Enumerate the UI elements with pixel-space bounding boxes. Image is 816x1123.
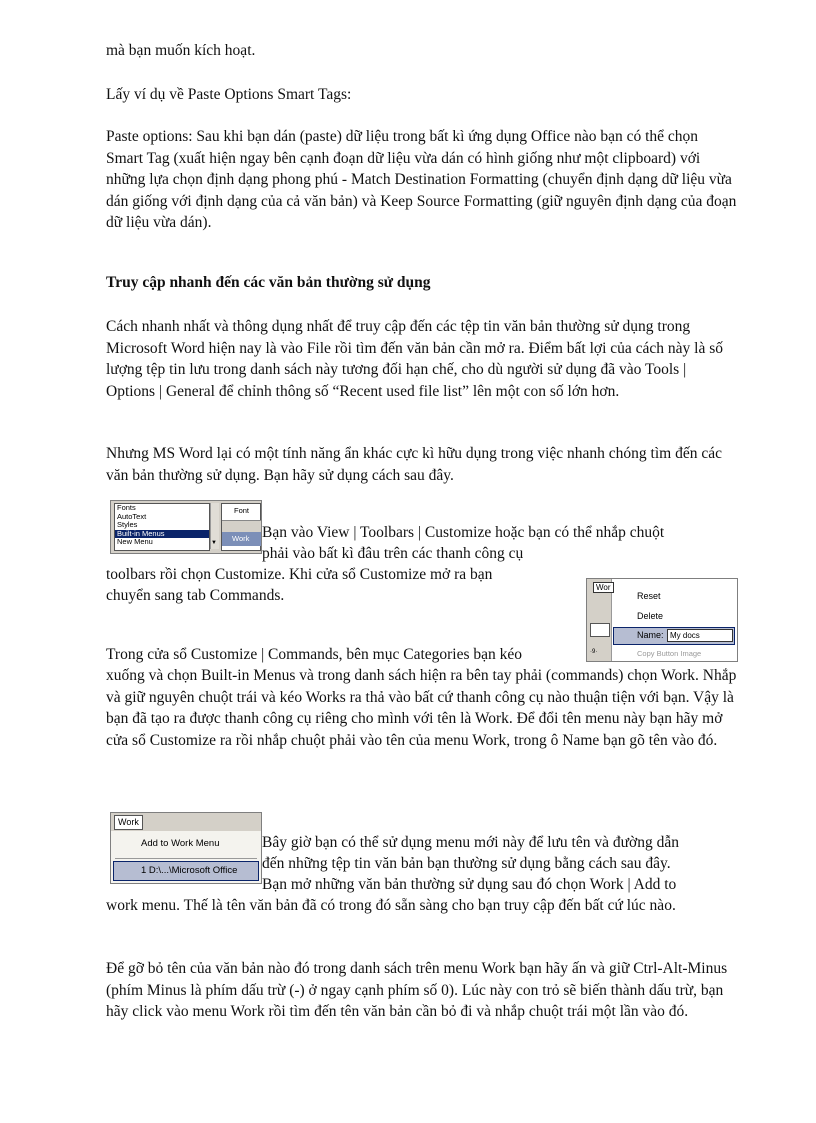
para8-body: work menu. Thế là tên văn bản đã có trong đó sẵn sàng cho bạn truy cập đến bất cứ lúc nào. — [106, 897, 676, 914]
list-item: Fonts — [117, 503, 136, 512]
list-item-selected: Built-in Menus — [115, 530, 209, 539]
work-tab: Wor — [593, 582, 614, 593]
para7-line1: Trong cửa sổ Customize | Commands, bên mục Categories bạn kéo — [106, 646, 523, 663]
para6-line1: Bạn vào View | Toolbars | Customize hoặc bạn có thể nhắp chuột — [262, 524, 665, 541]
scroll-down-icon: ▼ — [211, 540, 217, 546]
toolbar-label: ·9· — [590, 649, 598, 655]
paragraph-paste-options: Paste options: Sau khi bạn dán (paste) dữ liệu trong bất kì ứng dụng Office nào bạn có thể chọn Smart Tag (xuất hiện ngay bên cạnh đoạn dữ liệu vừa dán có hình giống như một clipboard) với những lựa chọn định dạng phong phú - Match Destination Formatting (chuyển định dạng dữ liệu vừa dán giống với định dạng của cả văn bản) và Keep Source Formatting (giữ nguyên định dạng của đoạn dữ liệu vừa dán). — [106, 128, 737, 231]
command-item: Font — [234, 506, 250, 515]
paragraph-1: mà bạn muốn kích hoạt. — [106, 42, 256, 59]
menu-separator — [115, 858, 257, 859]
add-to-work-menu-item: Add to Work Menu — [141, 838, 220, 849]
para7-body: xuống và chọn Built-in Menus và trong danh sách hiện ra bên tay phải (commands) chọn Work. Nhắp và giữ nguyên chuột trái và kéo Works ra thả vào bất cứ thanh công cụ nào thuận tiện với bạn. Vậy là bạn đã tạo ra được thanh công cụ riêng cho mình với tên là Work. Để đổi tên menu này bạn hãy mở cửa sổ Customize ra rồi nhắp chuột phải vào tên của menu Work, trong ô Name bạn gõ tên vào đó. — [106, 667, 737, 749]
command-item-selected: Work — [222, 532, 262, 546]
list-item: AutoText — [117, 511, 147, 521]
name-input: My docs — [667, 629, 733, 642]
toolbar-icon — [590, 623, 610, 637]
paragraph-hidden-feature: Nhưng MS Word lại có một tính năng ẩn khác cực kì hữu dụng trong việc nhanh chóng tìm đến các văn bản thường sử dụng. Bạn hãy sử dụng cách sau đây. — [106, 445, 722, 484]
paragraph-2: Lấy ví dụ về Paste Options Smart Tags: — [106, 86, 352, 103]
categories-listbox — [114, 503, 210, 551]
recent-file-item: 1 D:\...\Microsoft Office — [141, 865, 238, 876]
section-heading: Truy cập nhanh đến các văn bản thường sử dụng — [106, 274, 431, 291]
commands-listbox — [221, 503, 261, 551]
delete-menu-item: Delete — [637, 611, 664, 621]
para6-line3: toolbars rồi chọn Customize. Khi cửa sổ Customize mở ra bạn — [106, 566, 493, 583]
paragraph-remove-item: Để gỡ bỏ tên của văn bản nào đó trong danh sách trên menu Work bạn hãy ấn và giữ Ctrl-Alt-Minus (phím Minus là phím dấu trừ (-) ở ngay cạnh phím số 0). Lúc này con trỏ sẽ biến thành dấu trừ, bạn hãy click vào menu Work rồi tìm đến tên văn bản cần bỏ đi và nhắp chuột trái một lần vào đó. — [106, 960, 728, 1020]
para8-line3: Bạn mở những văn bản thường sử dụng sau đó chọn Work | Add to — [262, 876, 677, 893]
list-item: New Menu — [117, 537, 153, 546]
work-menu-title: Work — [114, 815, 143, 830]
context-menu-image — [586, 578, 738, 662]
reset-menu-item: Reset — [637, 591, 661, 601]
para6-line4: chuyển sang tab Commands. — [106, 587, 285, 604]
paragraph-quick-access: Cách nhanh nhất và thông dụng nhất để truy cập đến các tệp tin văn bản thường sử dụng trong Microsoft Word hiện nay là vào File rồi tìm đến văn bản cần mở ra. Điểm bất lợi của cách này là số lượng tệp tin lưu trong danh sách này tương đối hạn chế, cho dù người sử dụng đã vào Tools | Options | General để chỉnh thông số “Recent used file list” lên một con số lớn hơn. — [106, 318, 724, 400]
copy-button-image-item: Copy Button Image — [637, 649, 702, 658]
para8-line2: đến những tệp tin văn bản bạn thường sử dụng bằng cách sau đây. — [262, 855, 671, 872]
customize-categories-image — [110, 500, 262, 554]
list-item: Styles — [117, 520, 138, 529]
work-menu-image — [110, 812, 262, 884]
para6-line2: phải vào bất kì đâu trên các thanh công cụ — [262, 545, 524, 562]
name-label: Name: — [637, 630, 664, 640]
para8-line1: Bây giờ bạn có thể sử dụng menu mới này để lưu tên và đường dẫn — [262, 834, 679, 851]
